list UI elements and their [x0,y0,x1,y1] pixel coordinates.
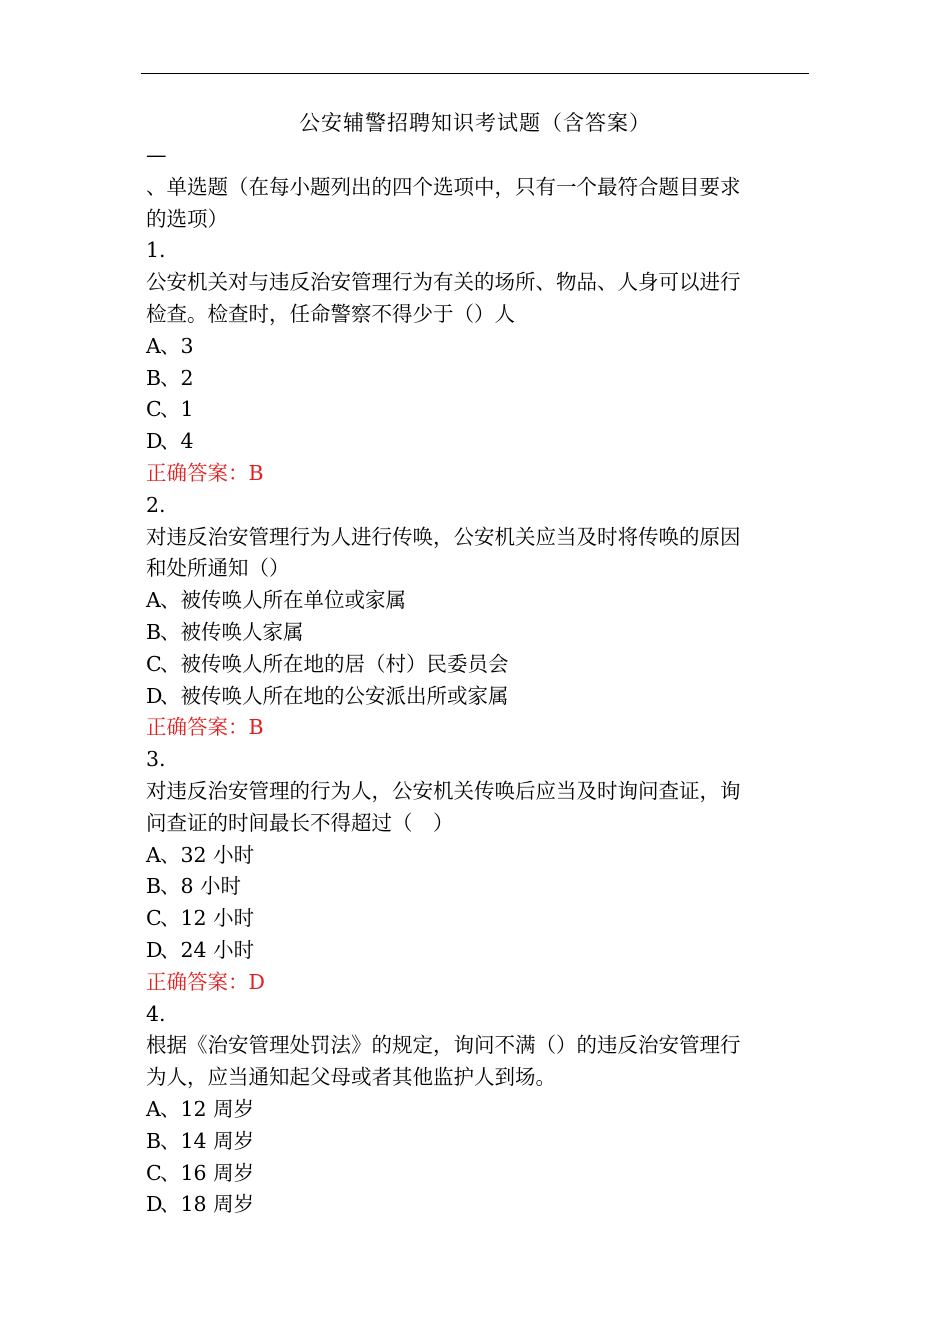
question-text-line: 和处所通知（） [146,556,290,581]
option-d [146,935,806,967]
question-number: 4. [146,1001,166,1026]
option-text: 、3 [160,333,194,358]
option-letter: A [146,588,161,613]
question-text-line: 问查证的时间最长不得超过（ ） [146,810,454,835]
option-c [146,903,806,935]
correct-answer: 正确答案：D [146,969,265,994]
option-b [146,617,806,649]
option-text: 、12 周岁 [160,1096,255,1121]
option-b [146,871,806,903]
option-text: 、被传唤人所在地的居（村）民委员会 [160,651,509,676]
option-letter: A [146,333,161,358]
option-d [146,426,806,458]
question-number: 1. [146,238,166,263]
option-letter: B [146,874,162,899]
option-letter: C [146,397,162,422]
option-letter: A [146,842,161,867]
document-body [146,140,806,1221]
section-heading-line-1: 、单选题（在每小题列出的四个选项中，只有一个最符合题目要求 [146,174,741,199]
question-text-line: 对违反治安管理行为人进行传唤，公安机关应当及时将传唤的原因 [146,524,741,549]
option-text: 、18 周岁 [160,1192,255,1217]
section-mark: — [146,143,167,167]
question-2 [146,490,806,744]
option-text: 、24 小时 [160,937,255,962]
option-a [146,331,806,363]
option-letter: C [146,651,162,676]
option-text: 、16 周岁 [160,1160,255,1185]
option-c [146,649,806,681]
option-b [146,1126,806,1158]
option-text: 、被传唤人所在地的公安派出所或家属 [160,683,509,708]
option-text: 、2 [160,365,194,390]
option-letter: A [146,1096,161,1121]
option-letter: D [146,937,163,962]
option-c [146,1158,806,1190]
option-a [146,1094,806,1126]
question-text-line: 检查。检查时，任命警察不得少于（）人 [146,301,515,326]
option-text: 、8 小时 [160,874,242,899]
question-text-line: 对违反治安管理的行为人，公安机关传唤后应当及时询问查证，询 [146,778,741,803]
option-d [146,681,806,713]
option-text: 、14 周岁 [160,1128,255,1153]
document-title: 公安辅警招聘知识考试题（含答案） [299,111,651,135]
option-letter: C [146,906,162,931]
option-text: 、被传唤人所在单位或家属 [160,588,406,613]
option-c [146,394,806,426]
question-text-line: 公安机关对与违反治安管理行为有关的场所、物品、人身可以进行 [146,270,741,295]
option-b [146,363,806,395]
option-letter: D [146,1192,163,1217]
option-a [146,585,806,617]
question-text-line: 为人，应当通知起父母或者其他监护人到场。 [146,1065,556,1090]
correct-answer: 正确答案：B [146,460,264,485]
option-text: 、32 小时 [160,842,255,867]
question-number: 2. [146,492,166,517]
question-1 [146,235,806,489]
option-letter: C [146,1160,162,1185]
option-text: 、1 [160,397,194,422]
question-number: 3. [146,747,166,772]
option-text: 、被传唤人家属 [160,619,304,644]
question-3 [146,744,806,998]
option-letter: B [146,1128,162,1153]
option-letter: D [146,683,163,708]
option-text: 、12 小时 [160,906,255,931]
header-rule [141,73,809,74]
correct-answer: 正确答案：B [146,715,264,740]
question-4 [146,999,806,1222]
option-a [146,840,806,872]
option-letter: D [146,429,163,454]
option-text: 、4 [160,429,194,454]
option-letter: B [146,619,162,644]
option-d [146,1189,806,1221]
option-letter: B [146,365,162,390]
section-heading-line-2: 的选项） [146,206,228,231]
question-text-line: 根据《治安管理处罚法》的规定，询问不满（）的违反治安管理行 [146,1033,741,1058]
